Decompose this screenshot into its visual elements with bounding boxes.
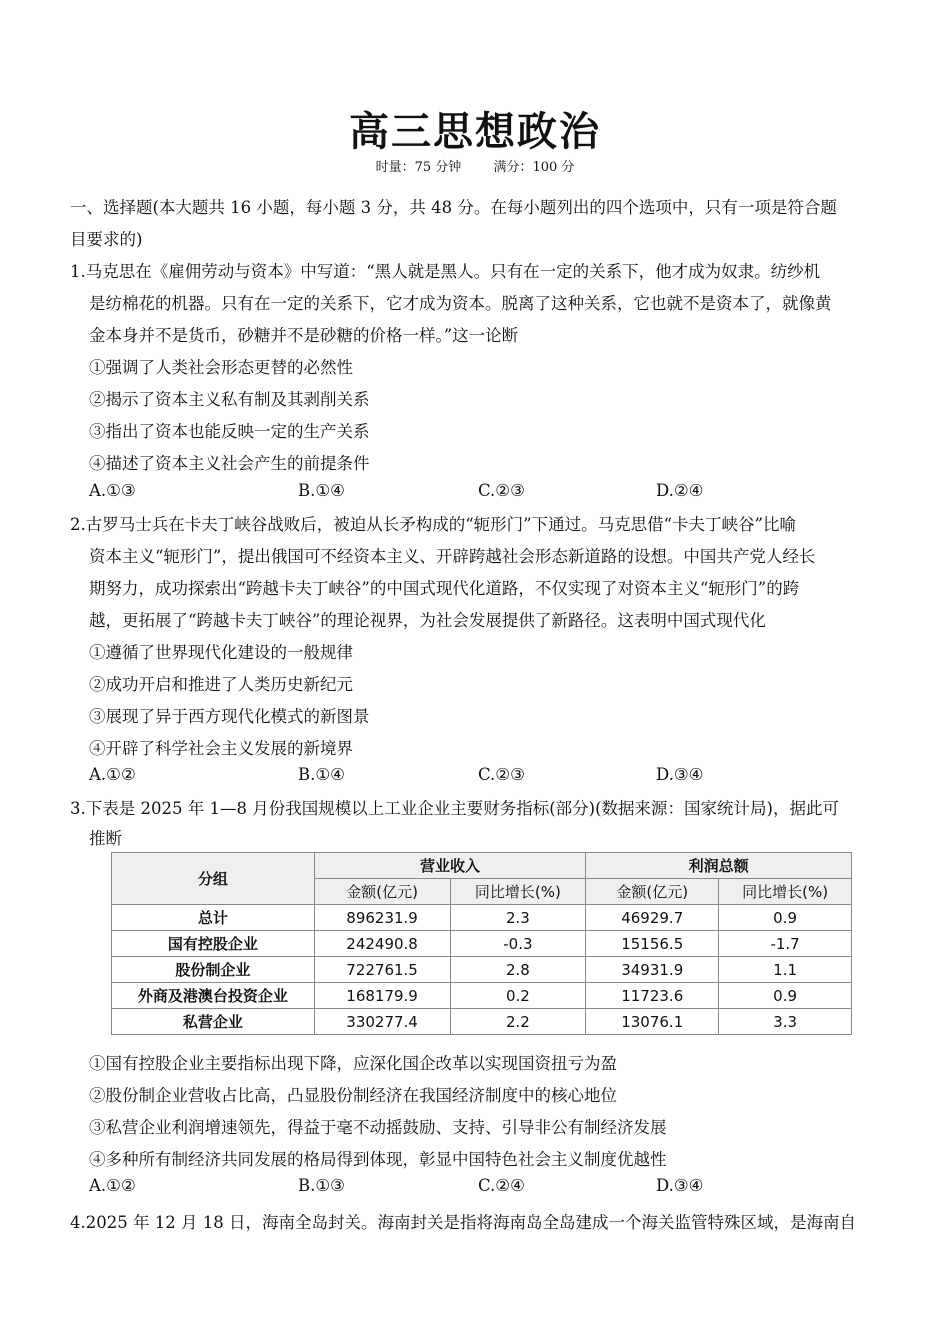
cell-revenue: 242490.8 xyxy=(314,931,450,957)
cell-revenue-growth: 2.2 xyxy=(450,1009,586,1035)
q3-options xyxy=(89,1176,889,1198)
q3-stem-line: 推断 xyxy=(89,829,122,848)
option-a[interactable]: A.①② xyxy=(89,1176,136,1195)
cell-profit: 34931.9 xyxy=(586,957,719,983)
q1-stem-line: 1.马克思在《雇佣劳动与资本》中写道：“黑人就是黑人。只有在一定的关系下，他才成为奴隶。纺纱机 xyxy=(70,262,821,281)
q2-statement: ④开辟了科学社会主义发展的新境界 xyxy=(89,739,353,758)
cell-revenue-growth: -0.3 xyxy=(450,931,586,957)
q1-statement: ①强调了人类社会形态更替的必然性 xyxy=(89,358,353,377)
q1-statement: ③指出了资本也能反映一定的生产关系 xyxy=(89,422,370,441)
cell-revenue-growth: 0.2 xyxy=(450,983,586,1009)
full-score: 满分：100 分 xyxy=(493,160,575,175)
option-d[interactable]: D.③④ xyxy=(656,765,704,784)
option-d[interactable]: D.②④ xyxy=(656,481,704,500)
cell-group: 外商及港澳台投资企业 xyxy=(112,983,315,1009)
cell-profit: 11723.6 xyxy=(586,983,719,1009)
q2-options xyxy=(89,765,889,787)
cell-profit-growth: 0.9 xyxy=(719,905,852,931)
cell-group: 国有控股企业 xyxy=(112,931,315,957)
option-c[interactable]: C.②④ xyxy=(478,1176,525,1195)
cell-profit: 13076.1 xyxy=(586,1009,719,1035)
section-heading: 一、选择题(本大题共 16 小题，每小题 3 分，共 48 分。在每小题列出的四个选项中，只有一项是符合题 xyxy=(70,198,837,217)
header-group: 分组 xyxy=(112,853,315,905)
q3-statement: ③私营企业利润增速领先，得益于毫不动摇鼓励、支持、引导非公有制经济发展 xyxy=(89,1118,667,1137)
table-row xyxy=(112,931,852,957)
option-d[interactable]: D.③④ xyxy=(656,1176,704,1195)
cell-group: 总计 xyxy=(112,905,315,931)
header-profit: 利润总额 xyxy=(586,853,852,879)
q3-stem-line: 3.下表是 2025 年 1—8 月份我国规模以上工业企业主要财务指标(部分)(数据来源：国家统计局)，据此可 xyxy=(70,799,839,818)
time-limit: 时量：75 分钟 xyxy=(375,160,462,175)
q1-stem-line: 是纺棉花的机器。只有在一定的关系下，它才成为资本。脱离了这种关系，它也就不是资本了，就像黄 xyxy=(89,294,832,313)
cell-profit-growth: 1.1 xyxy=(719,957,852,983)
page-title: 高三思想政治 xyxy=(349,109,601,155)
q1-stem-line: 金本身并不是货币，砂糖并不是砂糖的价格一样。”这一论断 xyxy=(89,326,519,345)
q3-statement: ②股份制企业营收占比高，凸显股份制经济在我国经济制度中的核心地位 xyxy=(89,1086,617,1105)
q3-statement: ④多种所有制经济共同发展的格局得到体现，彰显中国特色社会主义制度优越性 xyxy=(89,1150,667,1169)
cell-revenue: 168179.9 xyxy=(314,983,450,1009)
exam-meta xyxy=(0,156,950,175)
cell-group: 私营企业 xyxy=(112,1009,315,1035)
q2-stem-line: 越，更拓展了“跨越卡夫丁峡谷”的理论视界，为社会发展提供了新路径。这表明中国式现代化 xyxy=(89,611,766,630)
table-row xyxy=(112,1009,852,1035)
q1-statement: ②揭示了资本主义私有制及其剥削关系 xyxy=(89,390,370,409)
header-revenue: 营业收入 xyxy=(314,853,586,879)
q2-stem-line: 2.古罗马士兵在卡夫丁峡谷战败后，被迫从长矛构成的“轭形门”下通过。马克思借“卡夫丁峡谷”比喻 xyxy=(70,515,796,534)
q1-options xyxy=(89,481,889,503)
subheader-amount: 金额(亿元) xyxy=(314,879,450,905)
option-b[interactable]: B.①③ xyxy=(298,1176,345,1195)
q2-statement: ②成功开启和推进了人类历史新纪元 xyxy=(89,675,353,694)
option-b[interactable]: B.①④ xyxy=(298,481,345,500)
cell-revenue-growth: 2.3 xyxy=(450,905,586,931)
cell-group: 股份制企业 xyxy=(112,957,315,983)
table-row xyxy=(112,905,852,931)
table-row xyxy=(112,983,852,1009)
option-a[interactable]: A.①③ xyxy=(89,481,136,500)
q2-statement: ①遵循了世界现代化建设的一般规律 xyxy=(89,643,353,662)
option-b[interactable]: B.①④ xyxy=(298,765,345,784)
q2-stem-line: 资本主义“轭形门”，提出俄国可不经资本主义、开辟跨越社会形态新道路的设想。中国共产党人经长 xyxy=(89,547,816,566)
option-c[interactable]: C.②③ xyxy=(478,481,525,500)
cell-profit: 15156.5 xyxy=(586,931,719,957)
q3-statement: ①国有控股企业主要指标出现下降，应深化国企改革以实现国资扭亏为盈 xyxy=(89,1054,617,1073)
table-row xyxy=(112,957,852,983)
q4-stem-line: 4.2025 年 12 月 18 日，海南全岛封关。海南封关是指将海南岛全岛建成一个海关监管特殊区域，是海南自 xyxy=(70,1213,856,1232)
subheader-growth: 同比增长(%) xyxy=(719,879,852,905)
q1-statement: ④描述了资本主义社会产生的前提条件 xyxy=(89,454,370,473)
cell-profit-growth: 0.9 xyxy=(719,983,852,1009)
cell-profit: 46929.7 xyxy=(586,905,719,931)
option-a[interactable]: A.①② xyxy=(89,765,136,784)
section-heading-cont: 目要求的) xyxy=(70,230,143,249)
option-c[interactable]: C.②③ xyxy=(478,765,525,784)
subheader-amount: 金额(亿元) xyxy=(586,879,719,905)
q2-stem-line: 期努力，成功探索出“跨越卡夫丁峡谷”的中国式现代化道路，不仅实现了对资本主义“轭形门”的跨 xyxy=(89,579,800,598)
cell-profit-growth: 3.3 xyxy=(719,1009,852,1035)
q2-statement: ③展现了异于西方现代化模式的新图景 xyxy=(89,707,370,726)
finance-table xyxy=(111,852,852,1035)
cell-revenue: 722761.5 xyxy=(314,957,450,983)
cell-revenue: 330277.4 xyxy=(314,1009,450,1035)
cell-revenue-growth: 2.8 xyxy=(450,957,586,983)
cell-revenue: 896231.9 xyxy=(314,905,450,931)
subheader-growth: 同比增长(%) xyxy=(450,879,586,905)
cell-profit-growth: -1.7 xyxy=(719,931,852,957)
